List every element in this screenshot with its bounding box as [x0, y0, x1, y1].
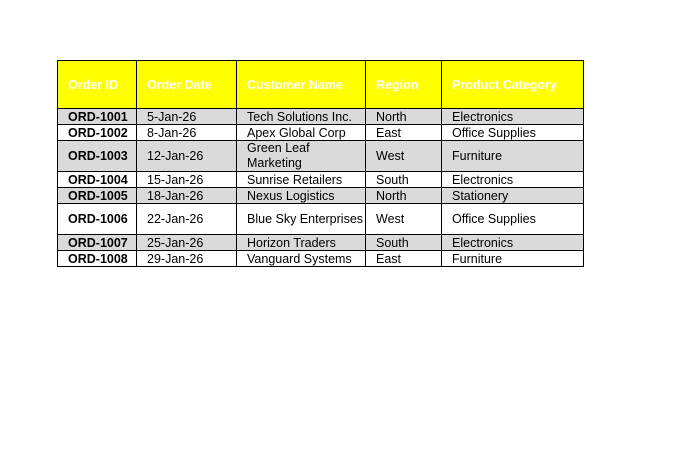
cell-customer-name: Apex Global Corp [237, 125, 366, 141]
cell-region: East [366, 125, 442, 141]
table-row [58, 125, 584, 141]
cell-order-id: ORD-1007 [58, 235, 137, 251]
table-row [58, 235, 584, 251]
cell-product-category: Electronics [442, 235, 584, 251]
cell-product-category: Furniture [442, 251, 584, 267]
header-order-id: Order ID [58, 61, 137, 109]
cell-order-id: ORD-1003 [58, 141, 137, 172]
cell-order-date: 8-Jan-26 [137, 125, 237, 141]
cell-product-category: Office Supplies [442, 204, 584, 235]
cell-product-category: Stationery [442, 188, 584, 204]
cell-customer-name: Vanguard Systems [237, 251, 366, 267]
cell-product-category: Furniture [442, 141, 584, 172]
table-row [58, 251, 584, 267]
cell-region: North [366, 188, 442, 204]
cell-region: West [366, 204, 442, 235]
cell-order-date: 29-Jan-26 [137, 251, 237, 267]
cell-order-date: 18-Jan-26 [137, 188, 237, 204]
table-row [58, 188, 584, 204]
cell-customer-name: Tech Solutions Inc. [237, 109, 366, 125]
cell-order-id: ORD-1006 [58, 204, 137, 235]
orders-table [57, 60, 584, 267]
cell-product-category: Electronics [442, 109, 584, 125]
orders-sheet [57, 60, 584, 267]
cell-customer-name: Nexus Logistics [237, 188, 366, 204]
cell-order-date: 22-Jan-26 [137, 204, 237, 235]
cell-order-id: ORD-1004 [58, 172, 137, 188]
cell-order-id: ORD-1001 [58, 109, 137, 125]
cell-product-category: Office Supplies [442, 125, 584, 141]
cell-region: West [366, 141, 442, 172]
header-region: Region [366, 61, 442, 109]
table-row [58, 141, 584, 172]
cell-region: South [366, 172, 442, 188]
cell-customer-name: Sunrise Retailers [237, 172, 366, 188]
header-row [58, 61, 584, 109]
header-customer-name: Customer Name [237, 61, 366, 109]
cell-order-id: ORD-1002 [58, 125, 137, 141]
cell-customer-name: Blue Sky Enterprises [237, 204, 366, 235]
header-order-date: Order Date [137, 61, 237, 109]
cell-order-id: ORD-1005 [58, 188, 137, 204]
cell-customer-name: Green Leaf Marketing [237, 141, 366, 172]
cell-region: East [366, 251, 442, 267]
cell-region: North [366, 109, 442, 125]
table-row [58, 172, 584, 188]
cell-order-id: ORD-1008 [58, 251, 137, 267]
cell-region: South [366, 235, 442, 251]
header-product-category: Product Category [442, 61, 584, 109]
cell-order-date: 12-Jan-26 [137, 141, 237, 172]
cell-customer-name: Horizon Traders [237, 235, 366, 251]
table-row [58, 109, 584, 125]
table-row [58, 204, 584, 235]
cell-order-date: 15-Jan-26 [137, 172, 237, 188]
cell-product-category: Electronics [442, 172, 584, 188]
cell-order-date: 25-Jan-26 [137, 235, 237, 251]
cell-order-date: 5-Jan-26 [137, 109, 237, 125]
